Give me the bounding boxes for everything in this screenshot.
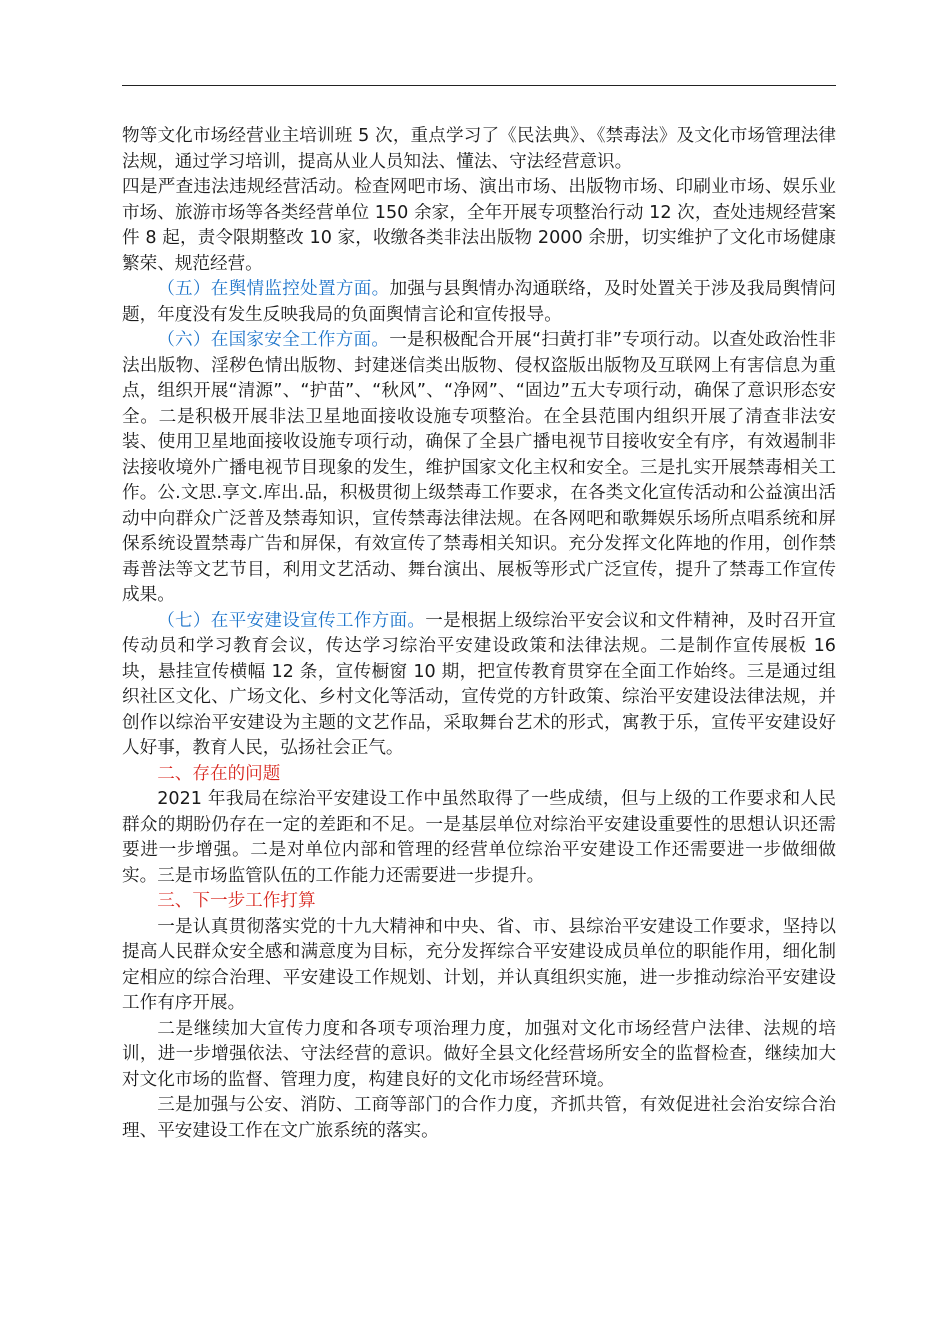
subsection-heading-safety-publicity: （七）在平安建设宣传工作方面。 <box>157 610 426 631</box>
paragraph-national-security-body: 一是积极配合开展“扫黄打非”专项行动。以查处政治性非法出版物、淫秽色情出版物、封建迷信类出版物、侵权盗版出版物及互联网上有害信息为重点，组织开展“清源”、“护苗”、“秋风”、“净网”、“固边”五大专项行动，确保了意识形态安全。二是积极开展非法卫星地面接收设施专项整治。在全县范围内组织开展了清查非法安装、使用卫星地面接收设施专项行动，确保了全县广播电视节目接收安全有序，有效遏制非法接收境外广播电视节目现象的发生，维护国家文化主权和安全。三是扎实开展禁毒相关工作。公.文思.享文.库出.品，积极贯彻上级禁毒工作要求，在各类文化宣传活动和公益演出活动中向群众广泛普及禁毒知识，宣传禁毒法律法规。在各网吧和歌舞娱乐场所点唱系统和屏保系统设置禁毒广告和屏保，有效宣传了禁毒相关知识。充分发挥文化阵地的作用，创作禁毒普法等文艺节目，利用文艺活动、舞台演出、展板等形式广泛宣传，提升了禁毒工作宣传成果。 <box>122 330 836 605</box>
paragraph-next-step-2: 二是继续加大宣传力度和各项专项治理力度，加强对文化市场经营户法律、法规的培训，进一步增强依法、守法经营的意识。做好全县文化经营场所安全的监督检查，继续加大对文化市场的监督、管理力度，构建良好的文化市场经营环境。 <box>122 1018 836 1090</box>
paragraph-training-continued: 物等文化市场经营业主培训班 5 次，重点学习了《民法典》、《禁毒法》及文化市场管理法律法规，通过学习培训，提高从业人员知法、懂法、守法经营意识。 <box>122 126 836 172</box>
subsection-heading-public-opinion: （五）在舆情监控处置方面。 <box>157 279 390 299</box>
paragraph-national-security <box>122 328 836 609</box>
paragraph-safety-publicity <box>122 609 836 762</box>
section-heading-next-steps: 三、下一步工作打算 <box>157 891 316 911</box>
paragraph-inspection: 四是严查违法违规经营活动。检查网吧市场、演出市场、出版物市场、印刷业市场、娱乐业市场、旅游市场等各类经营单位 150 余家，全年开展专项整治行动 12 次，查处违规经营案件 8 起，责令限期整改 10 家，收缴各类非法出版物 2000 余册，切实维护了文化市场健康繁荣、规范经营。 <box>122 177 836 274</box>
paragraph-safety-publicity-body: 一是根据上级综治平安会议和文件精神，及时召开宣传动员和学习教育会议，传达学习综治平安建设政策和法律法规。二是制作宣传展板 16 块，悬挂宣传横幅 12 条，宣传橱窗 10 期，把宣传教育贯穿在全面工作始终。三是通过组织社区文化、广场文化、乡村文化等活动，宣传党的方针政策、综治平安建设法律法规，并创作以综治平安建设为主题的文艺作品，采取舞台艺术的形式，寓教于乐，宣传平安建设好人好事，教育人民，弘扬社会正气。 <box>122 610 836 758</box>
paragraph-next-step-1: 一是认真贯彻落实党的十九大精神和中央、省、市、县综治平安建设工作要求，坚持以提高人民群众安全感和满意度为目标，充分发挥综合平安建设成员单位的职能作用，细化制定相应的综合治理、平安建设工作规划、计划，并认真组织实施，进一步推动综治平安建设工作有序开展。 <box>122 916 836 1013</box>
subsection-heading-national-security: （六）在国家安全工作方面。 <box>157 330 390 350</box>
section-heading-problems: 二、存在的问题 <box>157 763 281 784</box>
paragraph-problems: 2021 年我局在综治平安建设工作中虽然取得了一些成绩，但与上级的工作要求和人民群众的期盼仍存在一定的差距和不足。一是基层单位对综治平安建设重要性的思想认识还需要进一步增强。二是对单位内部和管理的经营单位综治平安建设工作还需要进一步做细做实。三是市场监管队伍的工作能力还需要进一步提升。 <box>122 789 836 886</box>
document-body <box>122 124 836 1144</box>
paragraph-public-opinion <box>122 277 836 328</box>
header-rule <box>122 85 836 86</box>
paragraph-public-opinion-body: 加强与县舆情办沟通联络，及时处置关于涉及我局舆情问题，年度没有发生反映我局的负面舆情言论和宣传报导。 <box>122 279 836 325</box>
paragraph-next-step-3: 三是加强与公安、消防、工商等部门的合作力度，齐抓共管，有效促进社会治安综合治理、平安建设工作在文广旅系统的落实。 <box>122 1095 836 1141</box>
